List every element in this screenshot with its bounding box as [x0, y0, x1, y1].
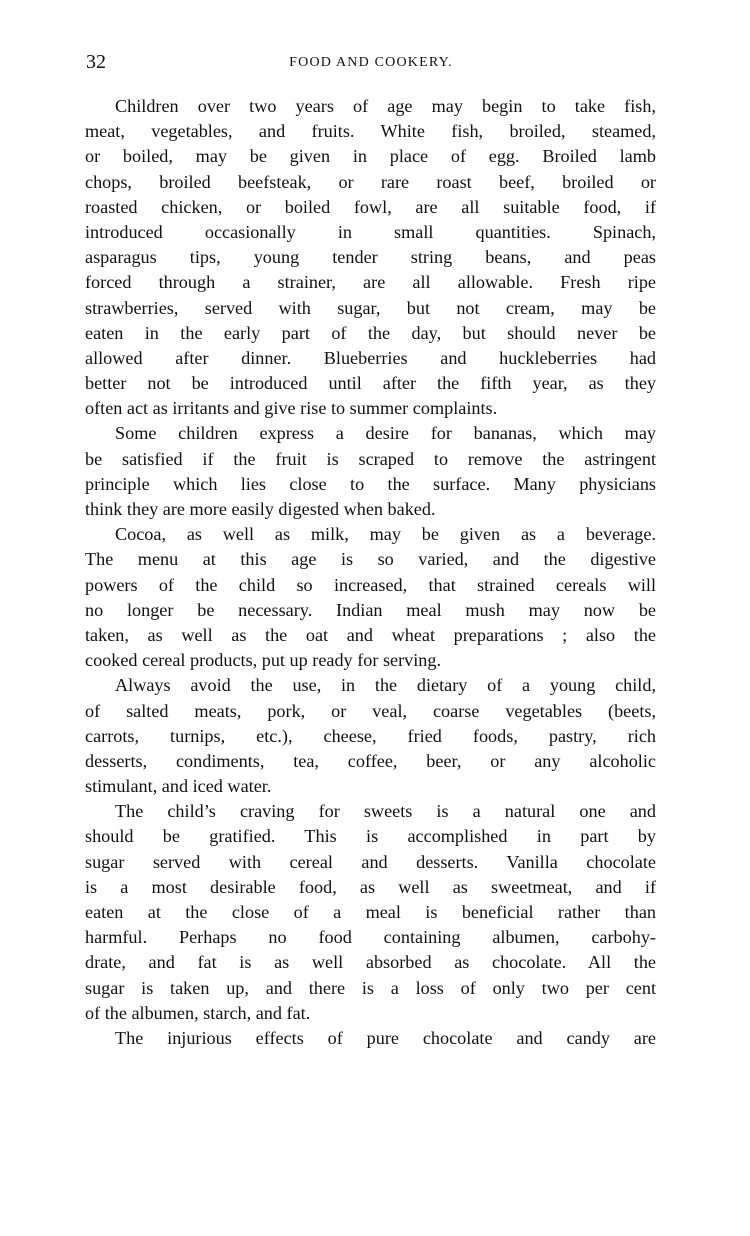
- text-line: The menu at this age is so varied, and the digestive: [85, 549, 656, 570]
- text-line: introduced occasionally in small quantities. Spinach,: [85, 221, 656, 242]
- text-line: eaten at the close of a meal is beneficial rather than: [85, 902, 656, 922]
- text-line: cooked cereal products, put up ready for serving.: [85, 650, 442, 671]
- text-line: Cocoa, as well as milk, may be given as a beverage.: [115, 524, 656, 545]
- paragraph: [85, 1026, 656, 1051]
- page-header: [86, 50, 656, 74]
- text-line: of salted meats, pork, or veal, coarse vegetables (beets,: [85, 700, 656, 721]
- text-line: eaten in the early part of the day, but should never be: [85, 322, 656, 343]
- paragraph: [85, 421, 656, 522]
- paragraph: [85, 799, 656, 1026]
- text-line: be satisfied if the fruit is scraped to remove the astringent: [85, 448, 656, 469]
- paragraph: [85, 94, 656, 421]
- text-line: harmful. Perhaps no food containing albumen, carbohy-: [85, 927, 656, 948]
- paragraph: [85, 522, 656, 673]
- text-line: forced through a strainer, are all allowable. Fresh ripe: [85, 272, 656, 293]
- text-line: principle which lies close to the surface. Many physicians: [85, 473, 656, 494]
- text-line: sugar is taken up, and there is a loss of only two per cent: [85, 977, 656, 998]
- text-line: often act as irritants and give rise to summer complaints.: [85, 398, 498, 419]
- text-line: better not be introduced until after the fifth year, as they: [85, 373, 656, 394]
- text-line: taken, as well as the oat and wheat preparations ; also the: [85, 624, 656, 645]
- text-line: drate, and fat is as well absorbed as chocolate. All the: [85, 952, 656, 973]
- text-line: Children over two years of age may begin to take fish,: [115, 96, 656, 116]
- text-line: no longer be necessary. Indian meal mush may now be: [85, 599, 656, 620]
- text-line: Some children express a desire for bananas, which may: [115, 423, 656, 444]
- text-line: The child’s craving for sweets is a natural one and: [115, 801, 656, 822]
- text-line: think they are more easily digested when baked.: [85, 499, 436, 519]
- text-line: asparagus tips, young tender string beans, and peas: [85, 247, 656, 268]
- page-number: 32: [86, 51, 106, 73]
- text-line: sugar served with cereal and desserts. Vanilla chocolate: [85, 851, 656, 872]
- text-line: roasted chicken, or boiled fowl, are all suitable food, if: [85, 196, 656, 217]
- running-title: FOOD AND COOKERY.: [289, 55, 453, 70]
- text-line: allowed after dinner. Blueberries and huckleberries had: [85, 347, 656, 368]
- body-text: [85, 94, 656, 1051]
- text-line: Always avoid the use, in the dietary of a young child,: [115, 675, 656, 696]
- text-line: strawberries, served with sugar, but not cream, may be: [85, 297, 656, 318]
- text-line: carrots, turnips, etc.), cheese, fried foods, pastry, rich: [85, 725, 656, 746]
- text-line: chops, broiled beefsteak, or rare roast beef, broiled or: [85, 171, 656, 192]
- text-line: powers of the child so increased, that strained cereals will: [85, 574, 656, 595]
- text-line: is a most desirable food, as well as sweetmeat, and if: [85, 876, 656, 897]
- text-line: should be gratified. This is accomplished in part by: [85, 826, 656, 847]
- text-line: or boiled, may be given in place of egg. Broiled lamb: [85, 146, 656, 167]
- text-line: desserts, condiments, tea, coffee, beer, or any alcoholic: [85, 750, 656, 771]
- paragraph: [85, 673, 656, 799]
- text-line: The injurious effects of pure chocolate and candy are: [115, 1027, 656, 1048]
- text-line: stimulant, and iced water.: [85, 776, 272, 797]
- text-line: of the albumen, starch, and fat.: [85, 1002, 311, 1023]
- text-line: meat, vegetables, and fruits. White fish, broiled, steamed,: [85, 121, 656, 142]
